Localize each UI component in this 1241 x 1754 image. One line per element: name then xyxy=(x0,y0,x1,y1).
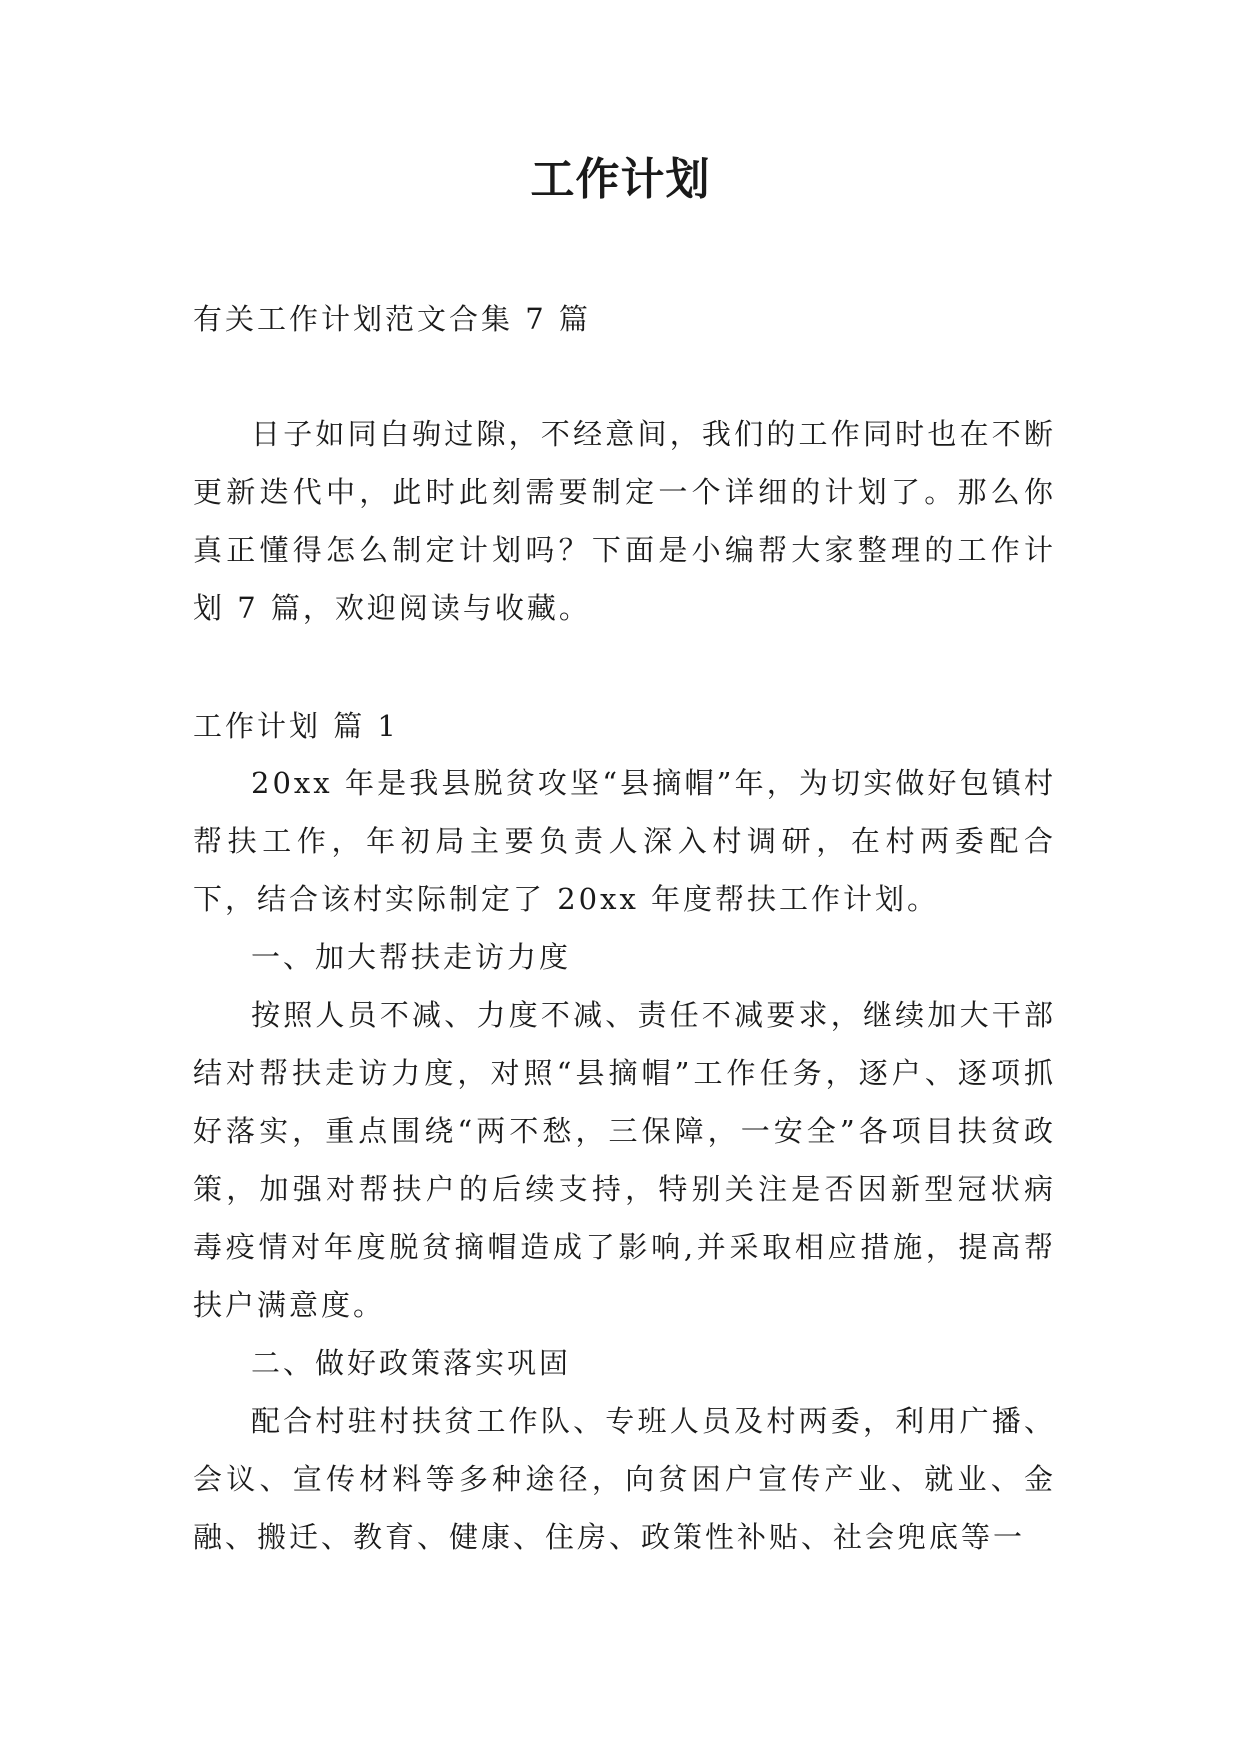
subsection-heading: 二、做好政策落实巩固 xyxy=(251,1346,572,1380)
subsection-heading: 一、加大帮扶走访力度 xyxy=(251,940,572,974)
document-subtitle: 有关工作计划范文合集 7 篇 xyxy=(193,302,591,336)
section-body xyxy=(193,754,1056,1566)
intro-paragraph: 日子如同白驹过隙，不经意间，我们的工作同时也在不断更新迭代中，此时此刻需要制定一个详细的计划了。那么你真正懂得怎么制定计划吗？下面是小编帮大家整理的工作计划 7 篇，欢迎阅读与收藏。 xyxy=(193,417,1056,625)
body-paragraph: 配合村驻村扶贫工作队、专班人员及村两委，利用广播、会议、宣传材料等多种途径，向贫困户宣传产业、就业、金融、搬迁、教育、健康、住房、政策性补贴、社会兜底等一 xyxy=(193,1404,1056,1554)
section-heading: 工作计划 篇 1 xyxy=(193,709,399,743)
body-paragraph: 20xx 年是我县脱贫攻坚“县摘帽”年，为切实做好包镇村帮扶工作，年初局主要负责人深入村调研，在村两委配合下，结合该村实际制定了 20xx 年度帮扶工作计划。 xyxy=(193,766,1056,916)
document-title: 工作计划 xyxy=(530,154,711,205)
body-paragraph: 按照人员不减、力度不减、责任不减要求，继续加大干部结对帮扶走访力度，对照“县摘帽”工作任务，逐户、逐项抓好落实，重点围绕“两不愁，三保障，一安全”各项目扶贫政策，加强对帮扶户的后续支持，特别关注是否因新型冠状病毒疫情对年度脱贫摘帽造成了影响,并采取相应措施，提高帮扶户满意度。 xyxy=(193,998,1056,1322)
